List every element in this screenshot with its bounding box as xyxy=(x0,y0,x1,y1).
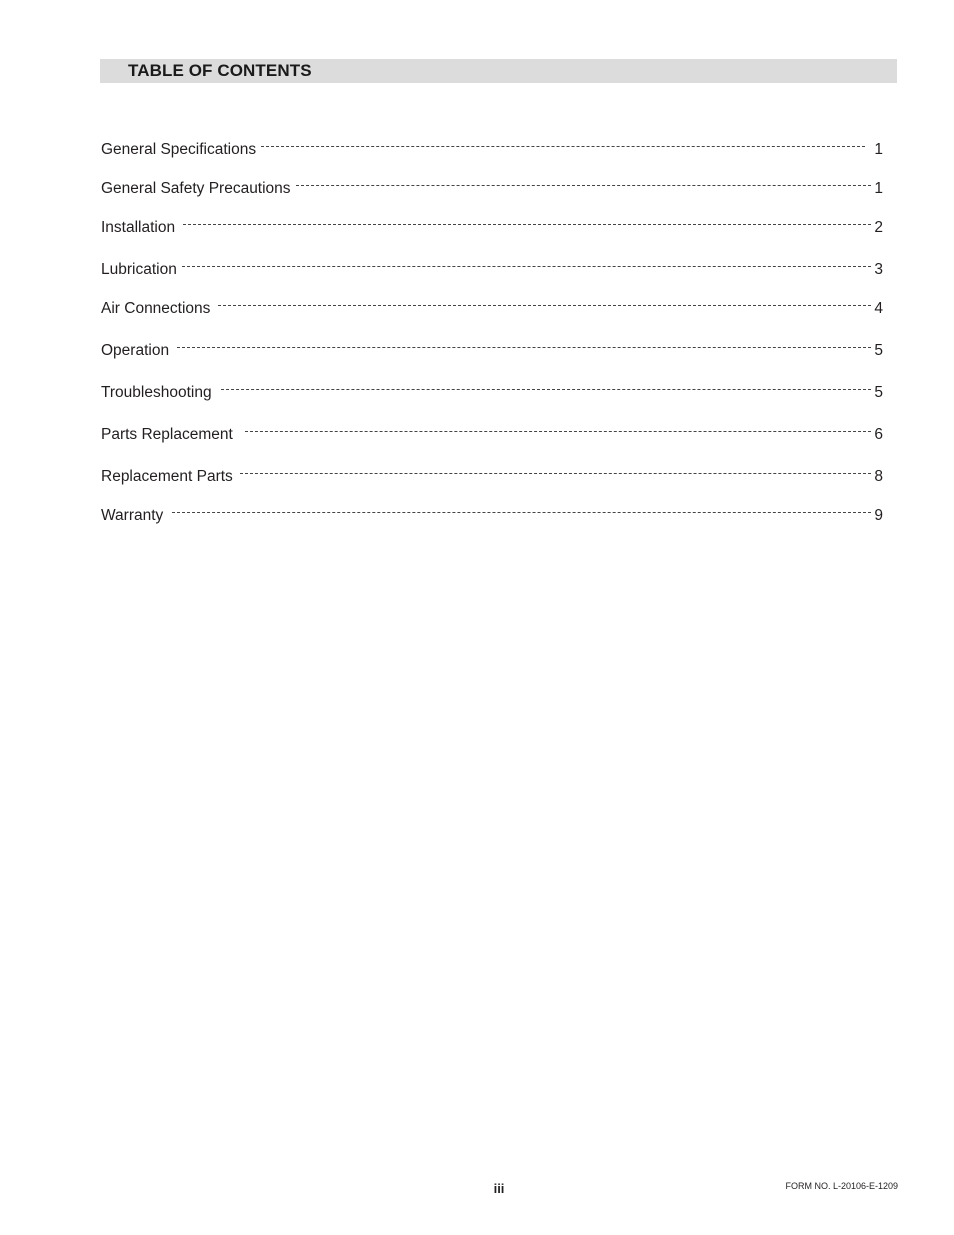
toc-entry-page: 9 xyxy=(874,507,883,524)
toc-entry-label: Troubleshooting xyxy=(101,384,212,401)
toc-entry-label: Air Connections xyxy=(101,300,211,317)
toc-entry-warranty[interactable] xyxy=(101,498,883,524)
toc-entry-lubrication[interactable] xyxy=(101,252,883,278)
toc-leader-dots xyxy=(221,375,871,397)
page-number: iii xyxy=(493,1181,505,1196)
toc-leader-dots xyxy=(182,252,871,274)
toc-entry-label: Replacement Parts xyxy=(101,468,233,485)
toc-leader-dots xyxy=(261,132,865,154)
toc-entry-air-connections[interactable] xyxy=(101,291,883,317)
toc-leader-dots xyxy=(218,291,871,313)
toc-header-bar xyxy=(100,59,897,83)
toc-leader-dots xyxy=(245,417,871,439)
toc-entry-installation[interactable] xyxy=(101,210,883,236)
toc-leader-dots xyxy=(172,498,871,520)
toc-leader-dots xyxy=(296,171,871,193)
toc-entry-operation[interactable] xyxy=(101,333,883,359)
page-title: TABLE OF CONTENTS xyxy=(128,61,312,80)
toc-entry-label: General Specifications xyxy=(101,141,257,158)
toc-entry-label: Lubrication xyxy=(101,261,177,278)
toc-entry-page: 5 xyxy=(874,342,883,359)
form-number: FORM NO. L-20106-E-1209 xyxy=(785,1181,898,1191)
toc-entry-replacement-parts[interactable] xyxy=(101,459,883,485)
toc-entry-label: Warranty xyxy=(101,507,164,524)
toc-leader-dots xyxy=(183,210,871,232)
toc-entry-label: Operation xyxy=(101,342,170,359)
toc-entry-page: 8 xyxy=(874,468,883,485)
toc-entry-page: 1 xyxy=(874,180,883,197)
toc-entry-parts-replacement[interactable] xyxy=(101,417,883,443)
toc-entry-page: 1 xyxy=(874,141,883,158)
toc-entry-page: 2 xyxy=(874,219,883,236)
toc-entry-troubleshooting[interactable] xyxy=(101,375,883,401)
toc-entry-general-safety-precautions[interactable] xyxy=(101,171,883,197)
toc-entry-page: 3 xyxy=(874,261,883,278)
toc-leader-dots xyxy=(177,333,871,355)
toc-entry-label: General Safety Precautions xyxy=(101,180,291,197)
toc-leader-dots xyxy=(240,459,871,481)
toc-entry-page: 5 xyxy=(874,384,883,401)
toc-entry-page: 4 xyxy=(874,300,883,317)
toc-entry-label: Parts Replacement xyxy=(101,426,233,443)
toc-entry-label: Installation xyxy=(101,219,176,236)
toc-entry-general-specifications[interactable] xyxy=(101,132,883,158)
toc-entry-page: 6 xyxy=(874,426,883,443)
